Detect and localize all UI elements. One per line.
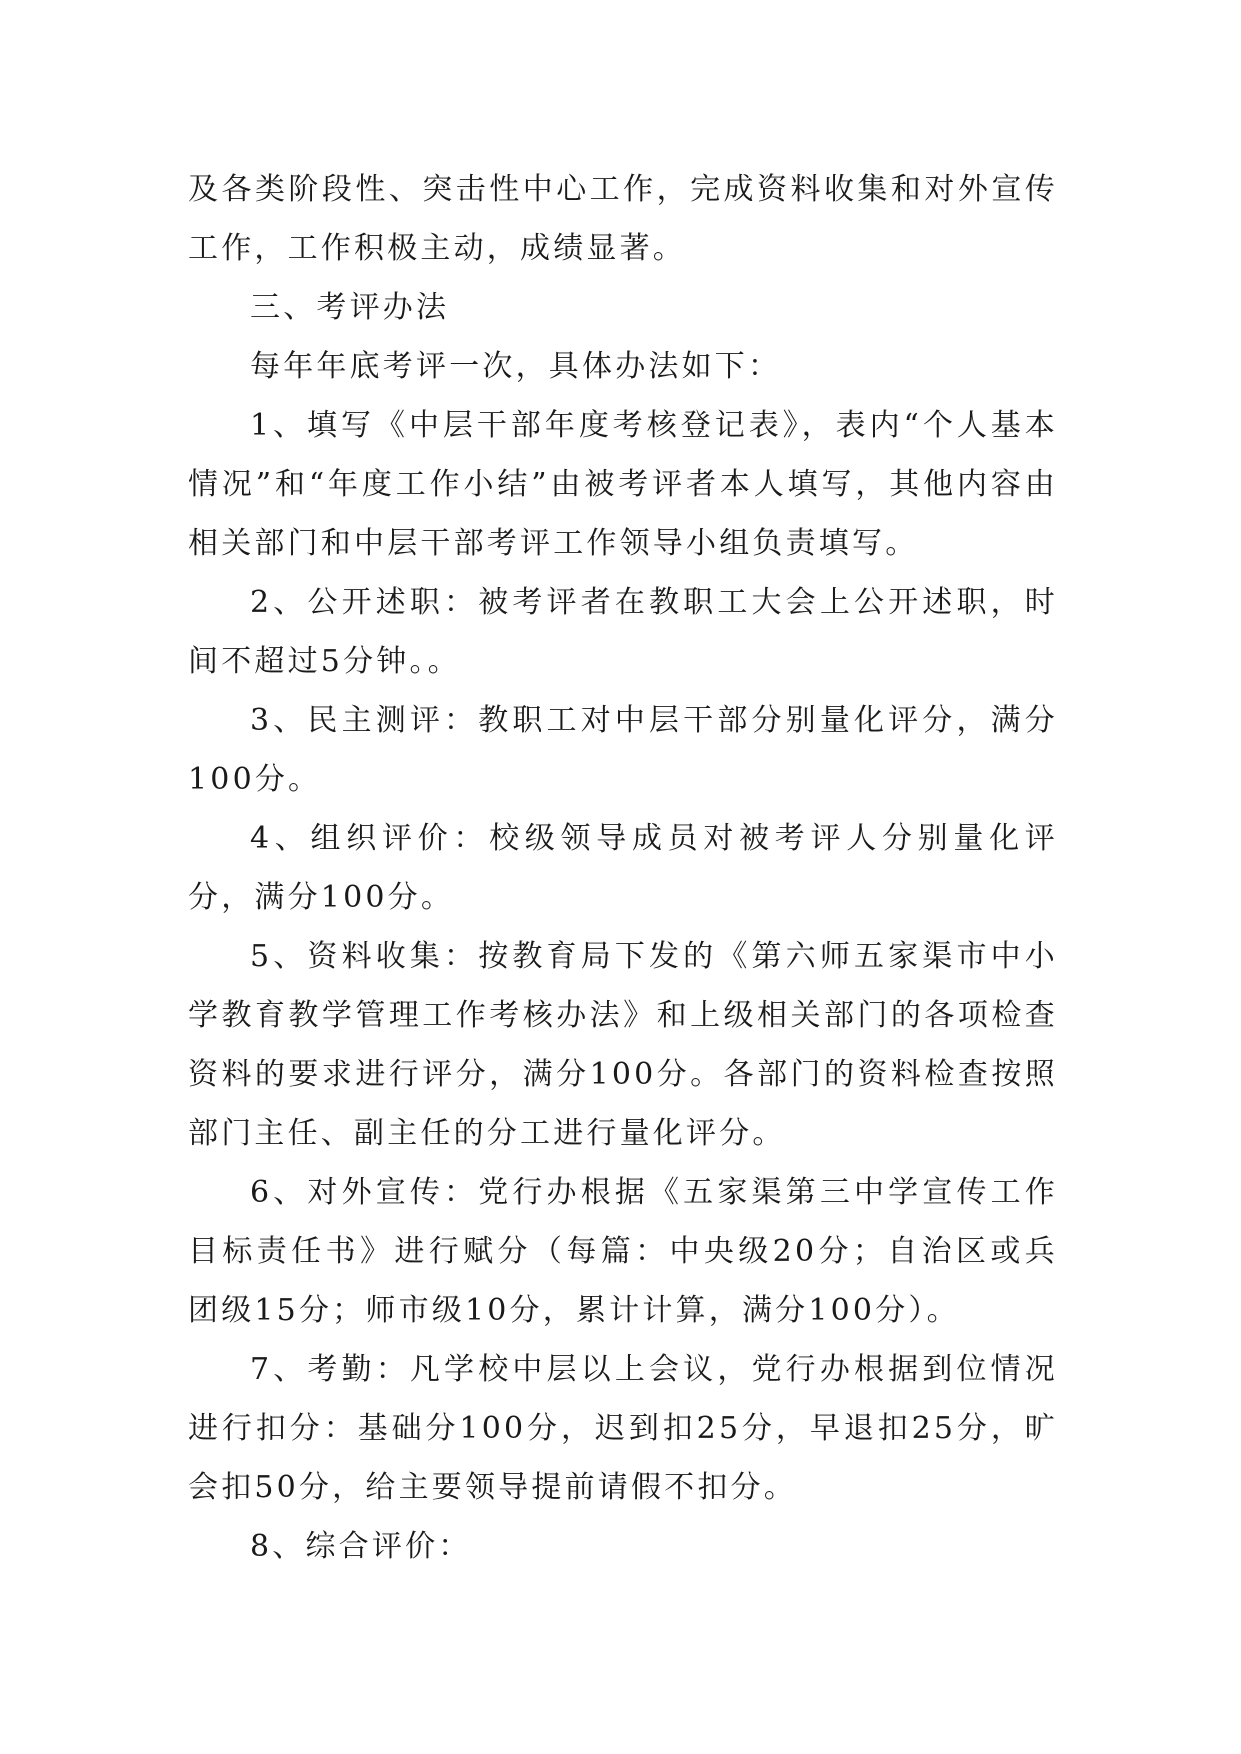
list-item-4: 4、组织评价：校级领导成员对被考评人分别量化评分，满分100分。 — [188, 821, 1058, 915]
list-item-2: 2、公开述职：被考评者在教职工大会上公开述职，时间不超过5分钟。。 — [188, 585, 1058, 679]
list-item-3: 3、民主测评：教职工对中层干部分别量化评分，满分100分。 — [188, 703, 1058, 797]
paragraph-continuation: 及各类阶段性、突击性中心工作，完成资料收集和对外宣传工作，工作积极主动，成绩显著。 — [188, 172, 1058, 266]
list-item-5: 5、资料收集：按教育局下发的《第六师五家渠市中小学教育教学管理工作考核办法》和上级相关部门的各项检查资料的要求进行评分，满分100分。各部门的资料检查按照部门主任、副主任的分工进行量化评分。 — [188, 939, 1058, 1151]
list-item-1: 1、填写《中层干部年度考核登记表》，表内“个人基本情况”和“年度工作小结”由被考评者本人填写，其他内容由相关部门和中层干部考评工作领导小组负责填写。 — [188, 408, 1058, 561]
paragraph-intro: 每年年底考评一次，具体办法如下： — [250, 349, 782, 384]
section-heading-evaluation-method: 三、考评办法 — [250, 290, 450, 325]
list-item-6: 6、对外宣传：党行办根据《五家渠第三中学宣传工作目标责任书》进行赋分（每篇：中央级20分；自治区或兵团级15分；师市级10分，累计计算，满分100分）。 — [188, 1175, 1058, 1328]
list-item-8: 8、综合评价： — [250, 1529, 472, 1564]
document-body — [188, 160, 1058, 1576]
list-item-7: 7、考勤：凡学校中层以上会议，党行办根据到位情况进行扣分：基础分100分，迟到扣25分，早退扣25分，旷会扣50分，给主要领导提前请假不扣分。 — [188, 1352, 1058, 1505]
